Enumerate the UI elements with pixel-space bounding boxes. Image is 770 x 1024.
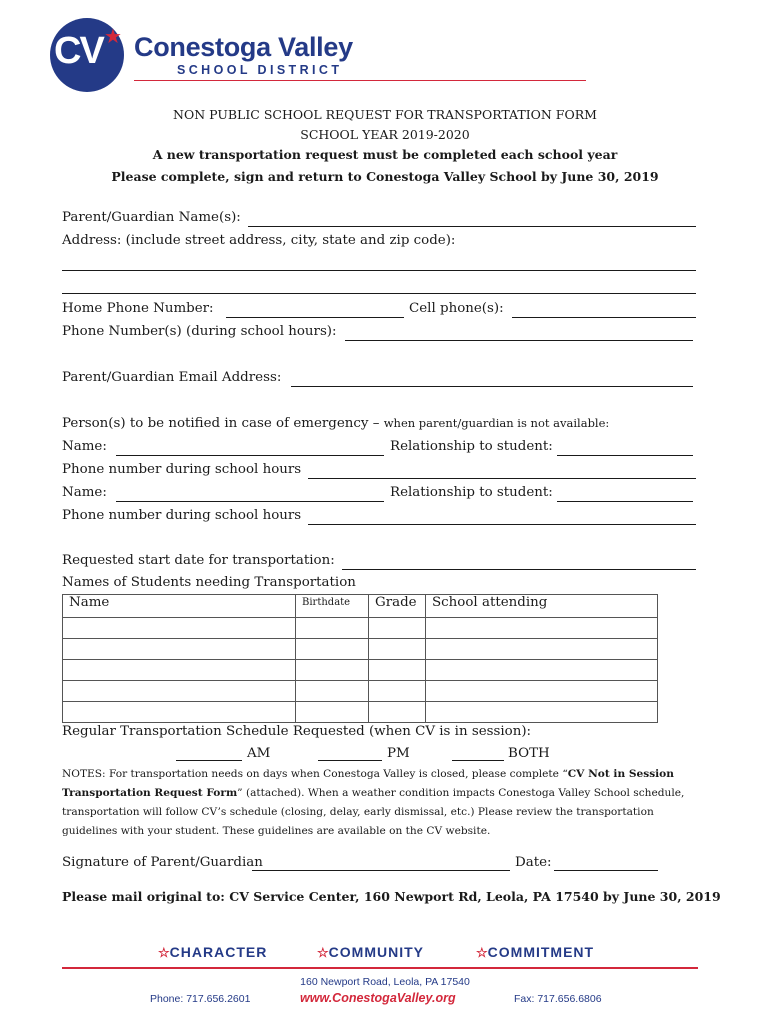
footer-address: 160 Newport Road, Leola, PA 17540 [300,976,470,988]
notes-paragraph [62,765,702,841]
cell-phone-field[interactable] [512,317,696,318]
school-hours-phone-label: Phone Number(s) (during school hours): [62,324,337,339]
pillar-character [158,944,267,961]
home-phone-field[interactable] [226,317,404,318]
student-grade-cell[interactable] [369,681,426,702]
table-row [63,681,658,702]
header-grade: Grade [369,595,426,618]
am-field[interactable] [176,760,242,761]
emergency-2-phone-field[interactable] [308,524,696,525]
student-name-cell[interactable] [63,660,296,681]
students-table [62,594,658,723]
footer-website[interactable]: www.ConestogaValley.org [300,991,456,1005]
header-rule [134,80,586,81]
date-label: Date: [515,855,552,870]
student-school-cell[interactable] [426,660,658,681]
footer-rule [62,967,698,969]
header-birthdate: Birthdate [296,595,369,618]
student-school-cell[interactable] [426,639,658,660]
student-school-cell[interactable] [426,681,658,702]
students-heading: Names of Students needing Transportation [62,575,356,590]
header-school: School attending [426,595,658,618]
address-field-line-1[interactable] [62,270,696,271]
notes-form-name: CV Not in Session Transportation Request Form [62,768,674,799]
student-name-cell[interactable] [63,618,296,639]
start-date-label: Requested start date for transportation: [62,553,335,568]
pillar-label: COMMITMENT [487,944,595,960]
parent-name-field[interactable] [248,226,696,227]
student-birthdate-cell[interactable] [296,639,369,660]
student-birthdate-cell[interactable] [296,681,369,702]
emergency-2-relationship-field[interactable] [557,501,693,502]
both-label: BOTH [508,746,550,761]
student-grade-cell[interactable] [369,702,426,723]
emergency-2-phone-label: Phone number during school hours [62,508,302,523]
date-field[interactable] [554,870,658,871]
both-field[interactable] [452,760,504,761]
parent-name-label: Parent/Guardian Name(s): [62,210,241,225]
student-school-cell[interactable] [426,702,658,723]
notes-text-1: NOTES: For transportation needs on days when Conestoga Valley is closed, please complete “ [62,768,568,780]
student-name-cell[interactable] [63,639,296,660]
footer-fax: Fax: 717.656.6806 [514,993,602,1005]
table-header-row [63,595,658,618]
school-hours-phone-field[interactable] [345,340,693,341]
pillar-label: COMMUNITY [328,944,424,960]
student-grade-cell[interactable] [369,618,426,639]
cell-phone-label: Cell phone(s): [409,301,504,316]
start-date-field[interactable] [342,569,696,570]
pillar-community [317,944,424,961]
emergency-1-phone-field[interactable] [308,478,696,479]
district-name: Conestoga Valley [134,32,353,62]
signature-field[interactable] [252,870,510,871]
star-icon: ☆ [158,945,170,960]
emergency-2-name-field[interactable] [116,501,384,502]
emergency-1-name-field[interactable] [116,455,384,456]
signature-label: Signature of Parent/Guardian [62,855,263,870]
table-row [63,639,658,660]
district-subtitle: SCHOOL DISTRICT [177,63,343,77]
emergency-1-name-label: Name: [62,439,107,454]
emergency-1-phone-label: Phone number during school hours [62,462,302,477]
emergency-2-relationship-label: Relationship to student: [390,485,553,500]
pillar-label: CHARACTER [169,944,268,960]
home-phone-label: Home Phone Number: [62,301,214,316]
student-birthdate-cell[interactable] [296,660,369,681]
email-field[interactable] [291,386,693,387]
emergency-note: when parent/guardian is not available: [383,416,610,430]
school-year: SCHOOL YEAR 2019-2020 [300,127,470,142]
emergency-label: Person(s) to be notified in case of emergency – [62,416,380,431]
student-grade-cell[interactable] [369,639,426,660]
mail-instructions: Please mail original to: CV Service Center, 160 Newport Rd, Leola, PA 17540 by June 30, 2019 [62,889,721,904]
student-birthdate-cell[interactable] [296,618,369,639]
logo-star-icon: ★ [104,24,122,48]
address-field-line-2[interactable] [62,293,696,294]
instruction-line-1: A new transportation request must be completed each school year [152,147,618,162]
header-name: Name [63,595,296,618]
student-grade-cell[interactable] [369,660,426,681]
star-icon: ☆ [476,945,488,960]
table-row [63,660,658,681]
emergency-2-name-label: Name: [62,485,107,500]
emergency-1-relationship-label: Relationship to student: [390,439,553,454]
instruction-line-2: Please complete, sign and return to Conestoga Valley School by June 30, 2019 [111,169,659,184]
student-birthdate-cell[interactable] [296,702,369,723]
student-name-cell[interactable] [63,702,296,723]
star-icon: ☆ [317,945,329,960]
emergency-heading [62,416,609,431]
notes-text-2: ” (attached). When a weather condition impacts Conestoga Valley School schedule, transportation will follow CV’s schedule (closing, delay, early dismissal, etc.) Please review the transportation guidelines with your student. These guidelines are available on the CV website. [62,787,685,837]
table-row [63,618,658,639]
pm-field[interactable] [318,760,382,761]
student-name-cell[interactable] [63,681,296,702]
email-label: Parent/Guardian Email Address: [62,370,282,385]
form-title: NON PUBLIC SCHOOL REQUEST FOR TRANSPORTATION FORM [173,107,597,122]
logo-mark: CV [54,30,103,72]
pm-label: PM [387,746,410,761]
address-label: Address: (include street address, city, state and zip code): [62,233,456,248]
student-school-cell[interactable] [426,618,658,639]
am-label: AM [247,746,271,761]
table-row [63,702,658,723]
emergency-1-relationship-field[interactable] [557,455,693,456]
pillar-commitment [476,944,594,961]
footer-phone: Phone: 717.656.2601 [150,993,251,1005]
schedule-heading: Regular Transportation Schedule Requested (when CV is in session): [62,724,532,739]
